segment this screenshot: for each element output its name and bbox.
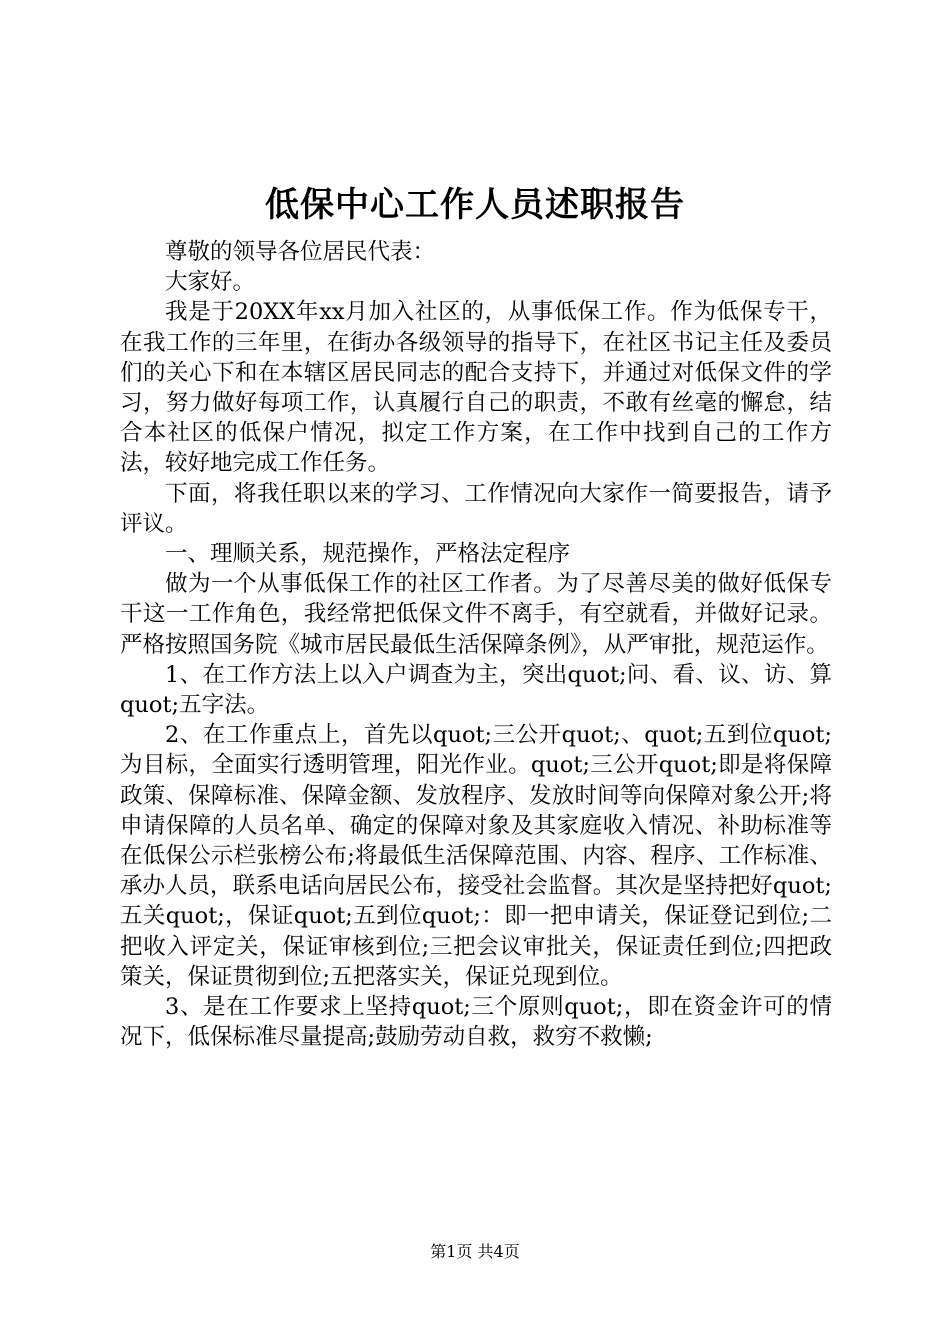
report-overview-paragraph: 下面，将我任职以来的学习、工作情况向大家作一简要报告，请予评议。 — [120, 480, 832, 537]
section-1-paragraph: 做为一个从事低保工作的社区工作者。为了尽善尽美的做好低保专干这一工作角色，我经常把低保文件不离手，有空就看，并做好记录。严格按照国务院《城市居民最低生活保障条例》，从严审批，规范运作。 — [120, 571, 832, 658]
item-3-paragraph: 3、是在工作要求上坚持quot;三个原则quot;，即在资金许可的情况下，低保标准尽量提高;鼓励劳动自救，救穷不救懒; — [120, 994, 832, 1051]
document-body — [120, 237, 832, 1052]
greeting-paragraph: 大家好。 — [165, 269, 256, 296]
salutation-paragraph: 尊敬的领导各位居民代表： — [165, 239, 436, 265]
document-title: 低保中心工作人员述职报告 — [265, 185, 685, 225]
item-1-paragraph: 1、在工作方法上以入户调查为主，突出quot;问、看、议、访、算quot;五字法。 — [120, 661, 832, 719]
intro-paragraph: 我是于20XX年xx月加入社区的，从事低保工作。作为低保专干，在我工作的三年里，在街办各级领导的指导下，在社区书记主任及委员们的关心下和在本辖区居民同志的配合支持下，并通过对低保文件的学习，努力做好每项工作，认真履行自己的职责，不敢有丝毫的懈怠，结合本社区的低保户情况，拟定工作方案，在工作中找到自己的工作方法，较好地完成工作任务。 — [120, 299, 832, 477]
section-heading-1: 一、理顺关系，规范操作，严格法定程序 — [165, 541, 571, 568]
item-2-paragraph: 2、在工作重点上，首先以quot;三公开quot;、quot;五到位quot;为目标，全面实行透明管理，阳光作业。quot;三公开quot;即是将保障政策、保障标准、保障金额、发放程序、发放时间等向保障对象公开;将申请保障的人员名单、确定的保障对象及其家庭收入情况、补助标准等在低保公示栏张榜公布;将最低生活保障范围、内容、程序、工作标准、承办人员，联系电话向居民公布，接受社会监督。其次是坚持把好quot;五关quot;，保证quot;五到位quot;：即一把申请关，保证登记到位;二把收入评定关，保证审核到位;三把会议审批关，保证责任到位;四把政策关，保证贯彻到位;五把落实关，保证兑现到位。 — [120, 722, 832, 990]
page-number-footer: 第1页 共4页 — [430, 1242, 520, 1261]
